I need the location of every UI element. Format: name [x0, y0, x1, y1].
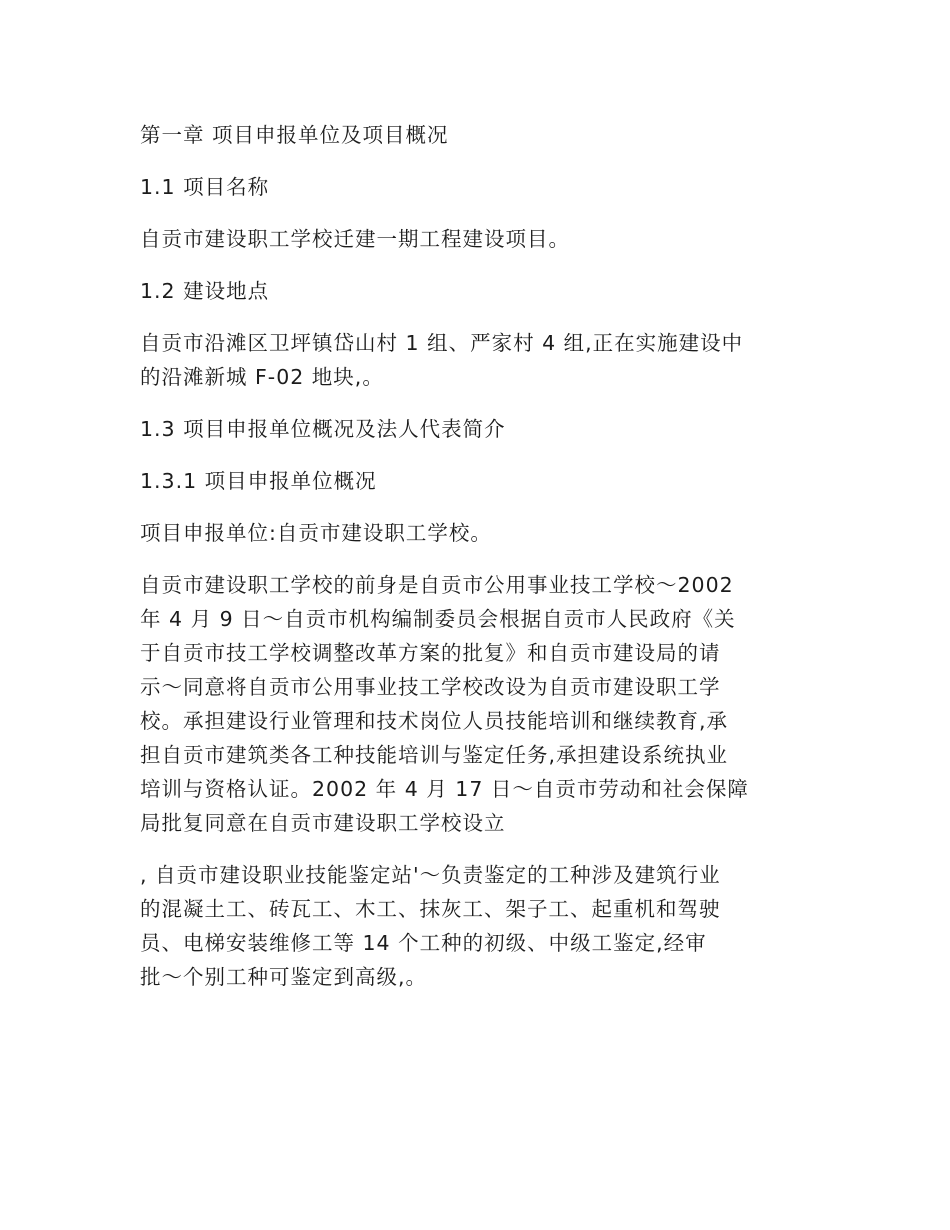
text-line: 1.3 项目申报单位概况及法人代表简介 [140, 417, 506, 441]
section-heading-1-2 [140, 274, 820, 308]
text-line: 1.1 项目名称 [140, 175, 270, 199]
text-line: 自贡市建设职工学校的前身是自贡市公用事业技工学校～2002 [140, 573, 734, 597]
section-heading-1-1 [140, 170, 820, 204]
text-line: 自贡市沿滩区卫坪镇岱山村 1 组、严家村 4 组,正在实施建设中 [140, 331, 744, 355]
chapter-heading [140, 118, 820, 152]
text-line: 员、电梯安装维修工等 14 个工种的初级、中级工鉴定,经审 [140, 931, 707, 955]
text-line: , 自贡市建设职业技能鉴定站'～负责鉴定的工种涉及建筑行业 [140, 863, 721, 887]
text-line: 示～同意将自贡市公用事业技工学校改设为自贡市建设职工学 [140, 675, 721, 699]
text-line: 第一章 项目申报单位及项目概况 [140, 123, 449, 147]
text-line: 1.3.1 项目申报单位概况 [140, 469, 377, 493]
location-paragraph [140, 326, 820, 394]
text-line: 的沿滩新城 F-02 地块,。 [140, 365, 384, 389]
text-line: 担自贡市建筑类各工种技能培训与鉴定任务,承担建设系统执业 [140, 743, 729, 767]
history-paragraph [140, 568, 820, 840]
text-line: 1.2 建设地点 [140, 279, 270, 303]
text-line: 校。承担建设行业管理和技术岗位人员技能培训和继续教育,承 [140, 709, 729, 733]
text-line: 批～个别工种可鉴定到高级,。 [140, 965, 428, 989]
section-heading-1-3-1 [140, 464, 820, 498]
text-line: 培训与资格认证。2002 年 4 月 17 日～自贡市劳动和社会保障 [140, 777, 749, 801]
document-page [140, 118, 820, 1012]
text-line: 于自贡市技工学校调整改革方案的批复》和自贡市建设局的请 [140, 641, 721, 665]
text-line: 年 4 月 9 日～自贡市机构编制委员会根据自贡市人民政府《关 [140, 607, 736, 631]
text-line: 自贡市建设职工学校迁建一期工程建设项目。 [140, 227, 570, 251]
section-heading-1-3 [140, 412, 820, 446]
applicant-paragraph [140, 516, 820, 550]
project-name-paragraph [140, 222, 820, 256]
text-line: 局批复同意在自贡市建设职工学校设立 [140, 811, 506, 835]
text-line: 的混凝土工、砖瓦工、木工、抹灰工、架子工、起重机和驾驶 [140, 897, 721, 921]
text-line: 项目申报单位:自贡市建设职工学校。 [140, 521, 492, 545]
appraisal-station-paragraph [140, 858, 820, 994]
